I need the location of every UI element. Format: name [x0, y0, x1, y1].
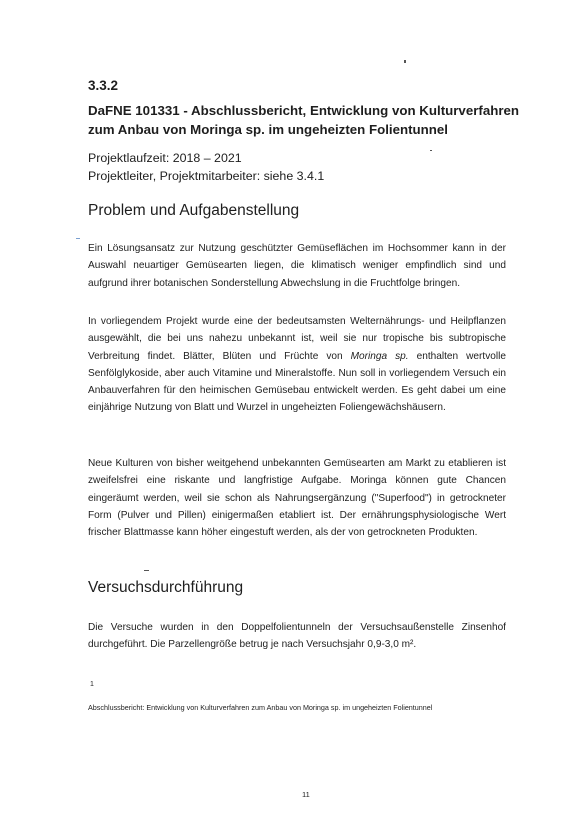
- scan-speck: [430, 150, 432, 151]
- footnote-mark: 1: [90, 681, 94, 688]
- heading-versuch: Versuchsdurchführung: [88, 579, 244, 596]
- section-number: 3.3.2: [88, 78, 119, 93]
- paragraph-text: Neue Kulturen von bisher weitgehend unbekannten Gemüsearten am Markt zu etablieren ist zweifelsfrei eine riskante und langfristige Aufgabe. Moringa können gute Chancen eingeräumt werden, weil sie schon als Nahrungsergänzung ("Superfood") in getrockneter Form (Pulver und Pillen) einigermaßen etabliert ist. Der ernährungsphysiologische Wert frischer Blattmasse kann höher eingestuft werden, als der von getrockneten Produkten.: [88, 458, 506, 539]
- paragraph-problem-2: [88, 313, 506, 417]
- heading-problem: Problem und Aufgabenstellung: [88, 202, 300, 219]
- paragraph-text: [88, 313, 506, 417]
- document-title: DaFNE 101331 - Abschlussbericht, Entwicklung von Kulturverfahren zum Anbau von Moringa sp. im ungeheizten Folientunnel: [88, 103, 520, 137]
- paragraph-text: Die Versuche wurden in den Doppelfolientunneln der Versuchsaußenstelle Zinsenhof durchgeführt. Die Parzellengröße betrug je nach Versuchsjahr 0,9-3,0 m².: [88, 622, 506, 651]
- paragraph-text: Ein Lösungsansatz zur Nutzung geschützter Gemüseflächen im Hochsommer kann in der Auswahl neuartiger Gemüsearten liegen, die klimatisch weniger empfindlich sind und aufgrund ihrer botanischen Sonderstellung Abwechslung in die Fruchtfolge bringen.: [88, 243, 506, 289]
- project-meta: [88, 149, 324, 185]
- project-duration: Projektlaufzeit: 2018 – 2021: [88, 151, 242, 165]
- text-run: In vorliegendem Projekt wurde eine der bedeutsamsten Welternährungs- und Heilpflanzen ausgewählt, die bei uns nahezu unbekannt ist, weil sie nur tropische bis subtropische Verbreitung findet. Blätter, Blüten und Früchte von: [88, 316, 506, 362]
- species-name: Moringa sp.: [350, 350, 409, 362]
- paragraph-problem-3: [88, 455, 506, 541]
- paragraph-problem-1: [88, 240, 506, 292]
- page-number: 11: [302, 790, 310, 799]
- footer-text: Abschlussbericht: Entwicklung von Kulturverfahren zum Anbau von Moringa sp. im ungeheizten Folientunnel: [88, 703, 433, 712]
- project-leader: Projektleiter, Projektmitarbeiter: siehe 3.4.1: [88, 169, 325, 183]
- scan-speck: [144, 570, 149, 571]
- scan-speck: [404, 60, 406, 63]
- paragraph-versuch-1: [88, 619, 506, 654]
- scan-speck: [76, 238, 80, 239]
- text-run: enthalten wertvolle Senfölglykoside, aber auch Vitamine und Mineralstoffe. Nun soll in vorliegendem Versuch ein Anbauverfahren für den heimischen Gemüsebau entwickelt werden. Es geht dabei um eine einjährige Nutzung von Blatt und Wurzel in ungeheizten Foliengewächshäusern.: [88, 350, 506, 414]
